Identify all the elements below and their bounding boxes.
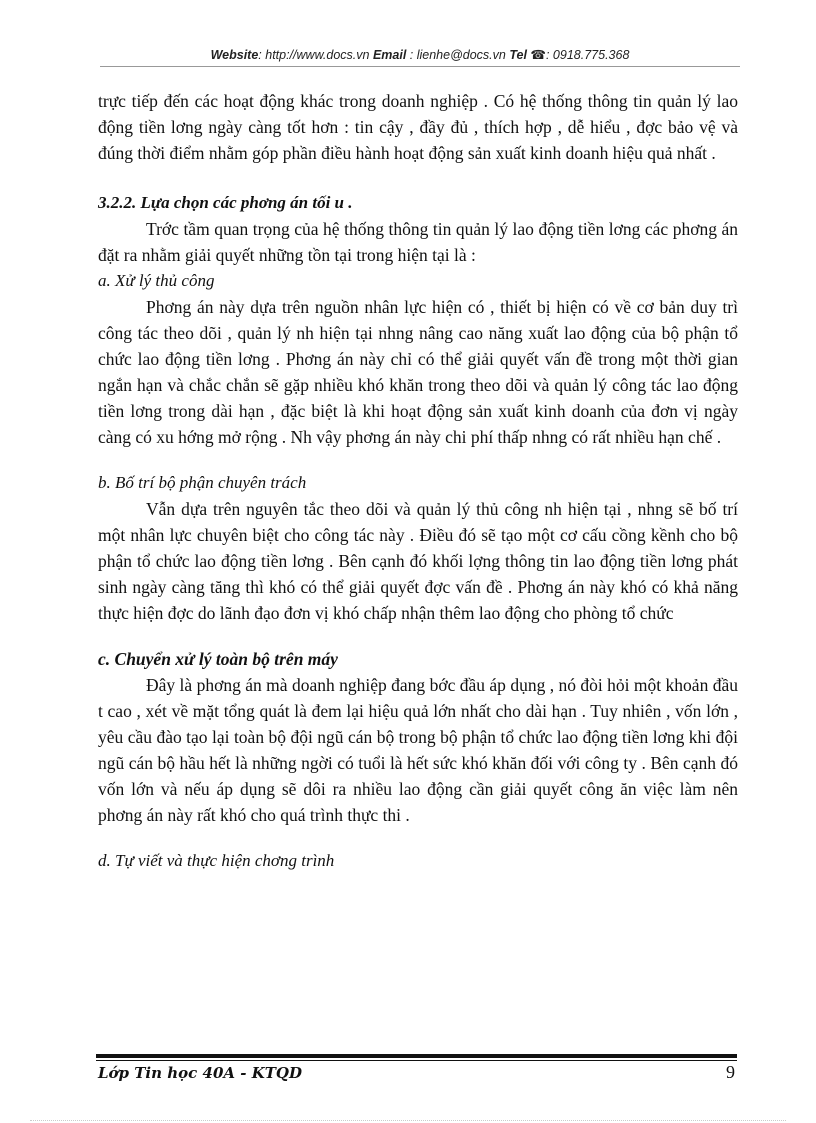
footer-divider-thin <box>96 1060 737 1061</box>
page-header <box>100 47 740 62</box>
email-value[interactable]: : lienhe@docs.vn <box>406 48 510 62</box>
section-intro-paragraph: Trớc tầm quan trọng của hệ thống thông tin quản lý lao động tiền lơng các phơng án đặt ra nhằm giải quyết những tồn tại trong hiện tại là : <box>98 219 738 265</box>
document-body <box>98 88 738 874</box>
website-value[interactable]: : http://www.docs.vn <box>258 48 373 62</box>
email-label: Email <box>372 48 407 62</box>
page-bottom-dotted-line <box>30 1120 786 1121</box>
tel-value: ☎: 0918.775.368 <box>526 48 630 62</box>
footer-divider-thick <box>96 1054 737 1058</box>
option-a-title: a. Xử lý thủ công <box>98 271 215 290</box>
option-b-title: b. Bố trí bộ phận chuyên trách <box>98 473 307 492</box>
option-c-paragraph: Đây là phơng án mà doanh nghiệp đang bớc đầu áp dụng , nó đòi hỏi một khoản đầu t cao , xét về mặt tổng quát là đem lại hiệu quả lớn nhất cho dài hạn . Tuy nhiên , vốn lớn , yêu cầu đào tạo lại toàn bộ đội ngũ cán bộ trong bộ phận tổ chức lao động tiền lơng khi đội ngũ cán bộ hầu hết là những ngời có tuổi là hết sức khó khăn đối với công ty . Bên cạnh đó vốn lớn và nếu áp dụng sẽ dôi ra nhiều lao động cần giải quyết công ăn việc làm nên phơng án này rất khó cho quá trình thực thi . <box>98 675 738 825</box>
page-number: 9 <box>726 1062 735 1082</box>
footer-class-label: Lớp Tin học 40A - KTQD <box>98 1064 302 1082</box>
header-divider <box>100 66 740 67</box>
option-d-title: d. Tự viết và thực hiện chơng trình <box>98 851 335 870</box>
intro-paragraph: trực tiếp đến các hoạt động khác trong doanh nghiệp . Có hệ thống thông tin quản lý lao động tiền lơng ngày càng tốt hơn : tin cậy , đầy đủ , thích hợp , dễ hiểu , đợc bảo vệ và đúng thời điểm nhằm góp phần điều hành hoạt động sản xuất kinh doanh hiệu quả nhất . <box>98 91 738 163</box>
tel-label: Tel <box>509 48 527 62</box>
option-a-paragraph: Phơng án này dựa trên nguồn nhân lực hiện có , thiết bị hiện có về cơ bản duy trì công tác theo dõi , quản lý nh hiện tại nhng nâng cao năng xuất lao động của bộ phận tổ chức lao động tiền lơng . Phơng án này chỉ có thể giải quyết vấn đề trong một thời gian ngắn hạn và chắc chắn sẽ gặp nhiều khó khăn trong theo dõi và quản lý công tác lao động tiền lơng trong dài hạn , đặc biệt là khi hoạt động sản xuất kinh doanh của đơn vị ngày càng có xu hớng mở rộng . Nh vậy phơng án này chi phí thấp nhng có rất nhiều hạn chế . <box>98 297 738 447</box>
section-heading: 3.2.2. Lựa chọn các phơng án tối u . <box>98 193 353 212</box>
option-c-title: c. Chuyển xử lý toàn bộ trên máy <box>98 649 338 669</box>
website-label: Website <box>210 48 259 62</box>
option-b-paragraph: Vẫn dựa trên nguyên tắc theo dõi và quản lý thủ công nh hiện tại , nhng sẽ bố trí một nhân lực chuyên biệt cho công tác này . Điều đó sẽ tạo một cơ cấu cồng kềnh cho bộ phận tổ chức lao động tiền lơng . Bên cạnh đó khối lợng thông tin lao động tiền lơng phát sinh ngày càng tăng thì khó có thể giải quyết đợc vấn đề . Phơng án này khó có khả năng thực hiện đợc do lãnh đạo đơn vị khó chấp nhận thêm lao động cho phòng tổ chức <box>98 499 738 623</box>
